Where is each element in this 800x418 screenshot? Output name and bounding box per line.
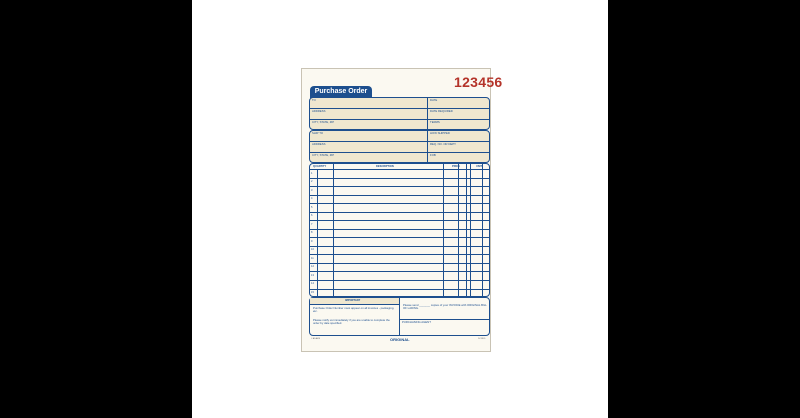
col-divider-desc — [443, 163, 444, 297]
row-number: 12 — [311, 265, 314, 269]
description-header: DESCRIPTION — [376, 165, 394, 168]
row-number: 11 — [311, 256, 314, 260]
quantity-header: QUANTITY — [313, 165, 327, 168]
unit-header: UNIT — [476, 165, 483, 168]
date-label: DATE — [430, 98, 438, 102]
row-rule — [309, 203, 490, 204]
terms-label: TERMS — [430, 120, 440, 124]
col-divider-unit-cents — [482, 163, 483, 297]
col-divider-qty — [333, 163, 334, 297]
form-title: Purchase Order — [310, 86, 372, 98]
row-rule — [309, 186, 490, 187]
col-divider-price-cents — [466, 163, 467, 297]
row-rule — [309, 178, 490, 179]
col-divider-price — [458, 163, 459, 297]
row-number: 14 — [311, 282, 314, 286]
row-number: 4 — [311, 197, 313, 201]
row-number: 8 — [311, 231, 313, 235]
fine-print-right: DC5805 — [478, 338, 486, 340]
col-divider-unit — [470, 163, 471, 297]
row-rule — [309, 289, 490, 290]
items-table — [309, 163, 490, 297]
ship-city-label: CITY, STATE, ZIP — [312, 153, 335, 157]
row-number: 6 — [311, 214, 313, 218]
row-rule — [309, 254, 490, 255]
copy-label: ORIGINAL — [390, 337, 410, 342]
row-rule — [309, 263, 490, 264]
price-header: PRICE — [452, 165, 460, 168]
ship-rule-2 — [309, 152, 490, 153]
to-divider — [427, 97, 428, 130]
row-number: 3 — [311, 188, 313, 192]
row-rule — [309, 195, 490, 196]
important-line-1: Purchase Order Number must appear on all invoices - packaging, etc. — [313, 306, 395, 314]
date-required-label: DATE REQUIRED — [430, 109, 453, 113]
row-rule — [309, 246, 490, 247]
row-number: 1 — [311, 171, 313, 175]
how-shipped-label: HOW SHIPPED — [430, 131, 450, 135]
ship-to-section — [309, 130, 490, 163]
ship-address-label: ADDRESS — [312, 142, 326, 146]
to-rule-2 — [309, 119, 490, 120]
row-number: 5 — [311, 205, 313, 209]
important-line-2: Please notify us immediately if you are unable to complete the order by date specified. — [313, 318, 390, 326]
to-label: TO — [312, 98, 316, 102]
ship-divider — [427, 130, 428, 163]
ship-to-label: SHIP TO — [312, 131, 324, 135]
row-number: 10 — [311, 248, 314, 252]
row-rule — [309, 220, 490, 221]
row-number: 15 — [311, 291, 314, 294]
row-number: 7 — [311, 222, 313, 226]
to-section — [309, 97, 490, 130]
purchasing-agent-label: PURCHASING AGENT — [402, 320, 431, 324]
row-number: 13 — [311, 273, 314, 277]
row-rule — [309, 229, 490, 230]
row-rule — [309, 212, 490, 213]
to-address-label: ADDRESS — [312, 109, 326, 113]
req-no-label: REQ. NO. OR DEPT. — [430, 142, 457, 146]
to-rule-1 — [309, 108, 490, 109]
row-number: 2 — [311, 180, 313, 183]
row-number: 9 — [311, 239, 313, 243]
copies-note: Please send _______ copies of your INVOICE with ORIGINAL BILL OF LADING. — [403, 303, 487, 311]
row-rule — [309, 280, 490, 281]
important-heading: IMPORTANT — [345, 299, 361, 302]
row-rule — [309, 271, 490, 272]
rownum-divider — [317, 169, 318, 297]
to-city-label: CITY, STATE, ZIP — [312, 120, 335, 124]
row-rule — [309, 237, 490, 238]
table-header-rule — [309, 169, 490, 170]
ship-rule-1 — [309, 141, 490, 142]
po-number: 123456 — [454, 74, 503, 90]
fob-label: FOB — [430, 153, 436, 157]
bottom-divider — [399, 297, 400, 336]
fine-print-left: ® ADAMS — [311, 338, 321, 340]
